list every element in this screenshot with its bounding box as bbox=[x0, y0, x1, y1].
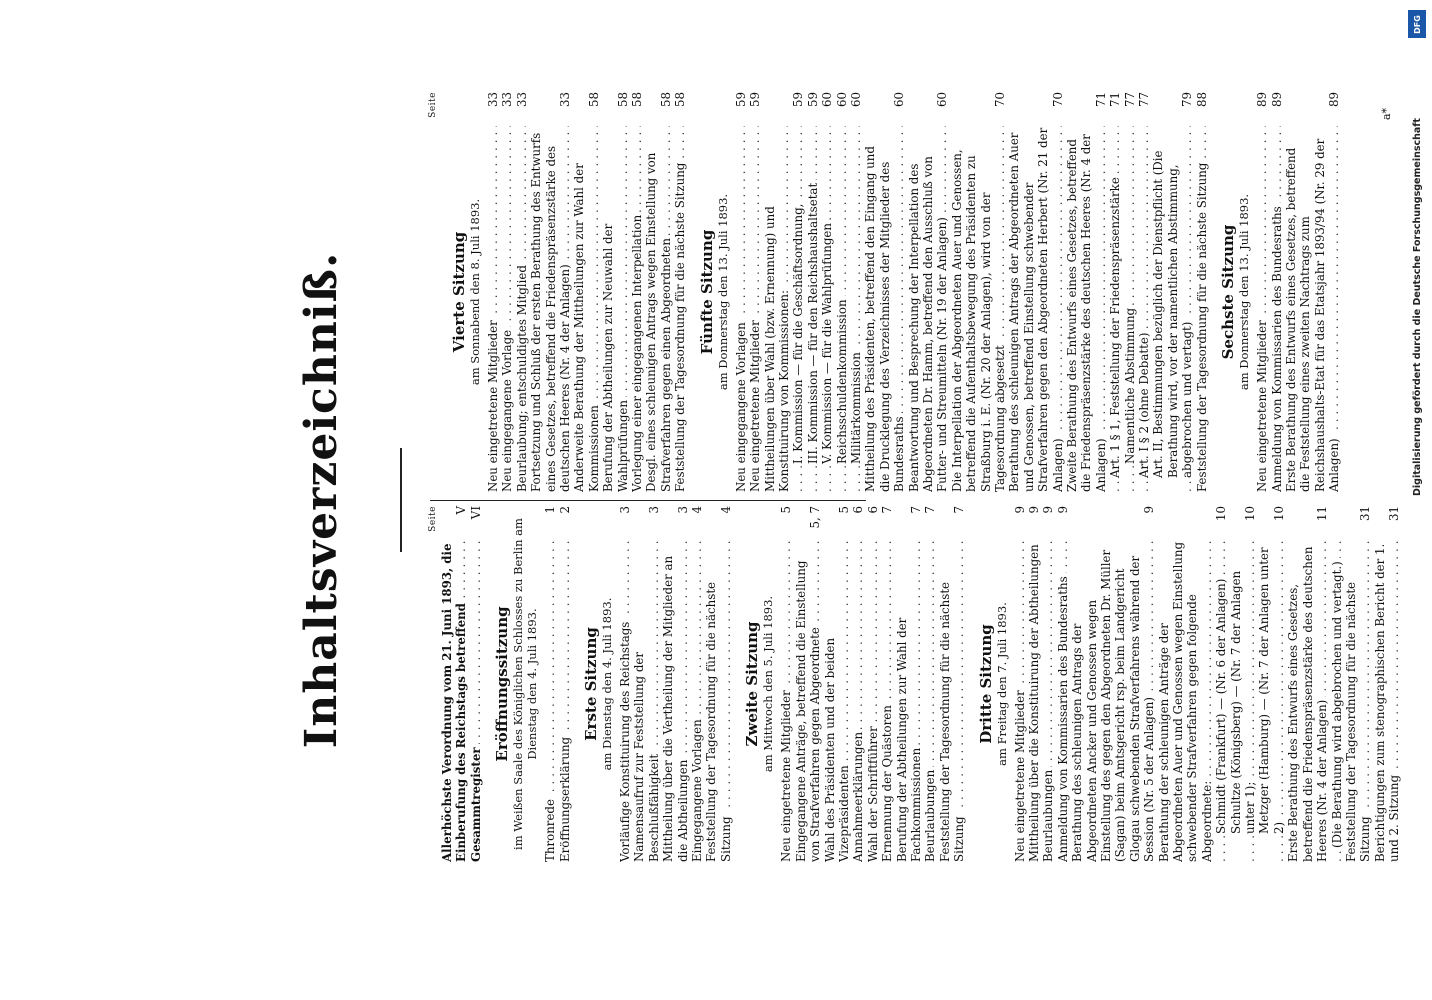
toc-page-number: 89 bbox=[1255, 92, 1270, 108]
toc-entry bbox=[1027, 506, 1041, 862]
toc-entry-text: Fortsetzung und Schluß der ersten Berathung des Entwurfs eines Gesetzes, betreffend die Friedenspräsenzstärke des deutschen Heeres (Nr. 4 der Anlagen) bbox=[529, 132, 573, 492]
toc-entry-text: Ernennung der Quästoren bbox=[880, 702, 894, 862]
dfg-logo bbox=[1408, 10, 1426, 38]
toc-entry-text: Berathung des schleunigen Antrags der Abgeordneten Ancker und Genossen wegen Einstellung des gegen den Abgeordneten Dr. Müller (Sagan) beim Amtsgericht rsp. beim Landgericht Glogau schwebenden Strafverfahrens während der Session (Nr. 5 der Anlagen) bbox=[1070, 549, 1157, 862]
toc-entry-text: Feststellung der Tagesordnung für die nächste Sitzung bbox=[673, 160, 687, 492]
toc-page-number: 10 bbox=[1214, 506, 1229, 522]
section-date: am Donnerstag den 13. Juli 1893. bbox=[715, 193, 730, 391]
toc-entry bbox=[1257, 506, 1286, 862]
toc-page-number: 60 bbox=[892, 92, 907, 108]
section-date: am Sonnabend den 8. Juli 1893. bbox=[468, 198, 482, 386]
toc-page-number: 58 bbox=[630, 92, 645, 108]
toc-entry bbox=[849, 92, 863, 492]
toc-entry-text: Beantwortung und Besprechung der Interpellation des Abgeordneten Dr. Hamm, betreffend den Ausschluß von Futter- und Streumitteln (Nr. 19 der Anlagen) bbox=[906, 156, 950, 492]
toc-entry-text: Mittheilung über die Konstituirung der Abtheilungen bbox=[1027, 541, 1041, 862]
toc-entry bbox=[1284, 92, 1342, 492]
toc-entry bbox=[1229, 506, 1258, 862]
toc-page-number: 3 bbox=[618, 506, 633, 514]
toc-entry-text: Neu eingetretene Mitglieder bbox=[1013, 687, 1027, 862]
toc-page-number: 70 bbox=[993, 92, 1007, 108]
toc-page-number: 3 bbox=[646, 506, 661, 514]
dfg-badge-text: DFG bbox=[1412, 14, 1422, 34]
toc-entry-text: Militärkommission bbox=[849, 349, 863, 464]
toc-entry-text: Annahmeerklärungen bbox=[851, 729, 865, 862]
toc-entry bbox=[1255, 92, 1269, 492]
section-heading: Fünfte Sitzung bbox=[697, 229, 716, 355]
toc-page-number: 59 bbox=[748, 92, 763, 108]
toc-entry-text: Gesammtregister bbox=[469, 744, 483, 862]
toc-entry-text: Berathung der schleunigen Anträge der Abgeordneten Auer und Genossen wegen Einstellung schwebender Strafverfahren gegen folgende Abgeordnete: bbox=[1156, 541, 1214, 862]
toc-entry bbox=[880, 506, 894, 862]
toc-entry bbox=[820, 92, 834, 492]
section-heading: Dritte Sitzung bbox=[976, 624, 995, 744]
toc-page-number: 33 bbox=[486, 92, 500, 108]
toc-entry bbox=[1065, 92, 1108, 492]
toc-entry-text: Metzger (Hamburg) — (Nr. 7 der Anlagen unter 2) bbox=[1257, 547, 1286, 834]
toc-entry bbox=[618, 506, 632, 862]
toc-entry bbox=[630, 92, 644, 492]
toc-left-column bbox=[428, 506, 1402, 862]
toc-entry bbox=[907, 92, 950, 492]
toc-entry bbox=[486, 92, 500, 492]
toc-entry bbox=[950, 92, 1008, 492]
toc-entry-text: Feststellung der Tagesordnung für die nächste Sitzung bbox=[704, 581, 733, 862]
toc-entry-text: Desgl. eines schleunigen Antrags wegen Einstellung von Strafverfahren gegen einen Abgeordneten bbox=[644, 152, 673, 492]
toc-page-number: 70 bbox=[1050, 92, 1065, 108]
toc-page-number: 6 bbox=[851, 506, 866, 514]
toc-page-number: 9 bbox=[1142, 506, 1157, 514]
section-heading: Erste Sitzung bbox=[582, 627, 601, 741]
toc-entry-text: Eingegangene Anträge, betreffend die Einstellung von Strafverfahren gegen Abgeordnete bbox=[793, 560, 823, 862]
seite-label-left: Seite bbox=[428, 506, 438, 532]
toc-page-number: 5 bbox=[836, 506, 851, 514]
toc-entry-text: V. Kommission — für die Wahlprüfungen bbox=[820, 220, 834, 464]
section-heading: Zweite Sitzung bbox=[743, 621, 762, 747]
toc-entry-text: Wahl des Präsidenten und der beiden Vizepräsidenten bbox=[822, 637, 851, 862]
toc-page-number: 5, 7 bbox=[808, 506, 823, 529]
toc-entry bbox=[543, 506, 557, 862]
toc-page-number: 33 bbox=[514, 92, 529, 108]
toc-entry bbox=[1013, 506, 1027, 862]
toc-page-number: VI bbox=[468, 506, 483, 520]
toc-entry bbox=[1056, 506, 1070, 862]
toc-entry bbox=[558, 506, 572, 862]
toc-entry bbox=[823, 506, 852, 862]
toc-page-number: 77 bbox=[1122, 92, 1137, 108]
toc-page-number: 10 bbox=[1243, 506, 1258, 522]
toc-entry-text: Erste Berathung des Entwurfs eines Gesetzes, betreffend die Friedenspräsenzstärke des deutschen Heeres (Nr. 4 der Anlagen) bbox=[1286, 546, 1330, 862]
toc-page-number: 58 bbox=[658, 92, 673, 108]
toc-entry-text: Neu eingegangene Vorlage bbox=[500, 327, 514, 492]
toc-page-number: 60 bbox=[848, 92, 863, 108]
toc-entry-text: Mittheilung über die Vertheilung der Mitglieder an die Abtheilungen bbox=[661, 555, 690, 862]
toc-page-number: 7 bbox=[923, 506, 938, 514]
toc-entry-text: Eingegangene Vorlagen bbox=[690, 716, 704, 862]
toc-page-number: 60 bbox=[935, 92, 950, 108]
toc-entry bbox=[1151, 92, 1194, 492]
toc-entry-text: Berufung der Abtheilungen zur Wahl der Fachkommissionen bbox=[894, 617, 923, 862]
toc-entry-text: Art. II, Bestimmungen bezüglich der Dienstpflicht (Die Berathung wird, vor der namentlichen Abstimmung, abgebrochen und vertagt) bbox=[1151, 150, 1195, 478]
toc-entry-text: Vorläufige Konstituirung des Reichstags bbox=[618, 619, 632, 862]
toc-page-number: 60 bbox=[834, 92, 849, 108]
toc-entry-text: Thronrede bbox=[543, 796, 557, 862]
page-title: Inhaltsverzeichniß. bbox=[296, 251, 347, 749]
toc-page-number: 59 bbox=[791, 92, 806, 108]
toc-page-number: 33 bbox=[500, 92, 515, 108]
toc-page-number: 31 bbox=[1358, 506, 1373, 522]
toc-entry-text: Art. 1 § 1, Feststellung der Friedenspräsenzstärke bbox=[1108, 174, 1122, 478]
toc-entry bbox=[1108, 92, 1122, 492]
toc-page-number: 59 bbox=[733, 92, 748, 108]
toc-page-number: 58 bbox=[615, 92, 630, 108]
toc-entry-text: I. Kommission — für die Geschäftsordnung, bbox=[791, 201, 805, 464]
toc-entry bbox=[748, 92, 762, 492]
toc-page-number: 5 bbox=[779, 506, 794, 514]
toc-entry-text: Anderweite Berathung der Mittheilungen zur Wahl der Kommissionen bbox=[572, 163, 601, 492]
toc-entry-text: Reichsschuldenkommission bbox=[835, 296, 849, 464]
digitization-credit: Digitalisierung gefördert durch die Deutsche Forschungsgemeinschaft bbox=[1412, 118, 1423, 496]
toc-entry-text: Mittheilung des Präsidenten, betreffend den Eingang und die Drucklegung des Verzeichnisses der Mitglieder des Bundesraths bbox=[863, 146, 907, 492]
toc-entry-text: Feststellung der Tagesordnung für die nächste Sitzung bbox=[1195, 160, 1209, 492]
toc-entry bbox=[500, 92, 514, 492]
toc-entry-text: Berichtigungen zum stenographischen Bericht der 1. und 2. Sitzung bbox=[1372, 543, 1402, 862]
toc-entry-text: Neu eingetretene Mitglieder bbox=[748, 317, 762, 492]
toc-entry bbox=[1373, 506, 1402, 862]
toc-entry bbox=[632, 506, 661, 862]
toc-entry-text: Neu eingetretene Mitglieder bbox=[779, 687, 793, 862]
toc-entry bbox=[779, 506, 793, 862]
toc-entry bbox=[704, 506, 733, 862]
column-divider bbox=[430, 500, 866, 501]
toc-entry-text: Beurlaubungen bbox=[1041, 767, 1055, 862]
toc-entry-text: Allerhöchste Verordnung vom 21. Juni 1893, die Einberufung des Reichstags betreffend bbox=[440, 543, 469, 862]
toc-page-number: 1 bbox=[543, 506, 558, 514]
toc-entry-text: Berufung der Abtheilungen zur Neuwahl der Wahlprüfungen bbox=[601, 223, 630, 492]
toc-entry bbox=[440, 506, 469, 862]
toc-page-number: 31 bbox=[1387, 506, 1402, 522]
seite-label-right: Seite bbox=[428, 92, 438, 118]
toc-page-number: 3 bbox=[675, 506, 690, 514]
section-heading: Vierte Sitzung bbox=[450, 231, 468, 353]
toc-entry-text: Feststellung der Tagesordnung für die nächste Sitzung bbox=[1343, 581, 1373, 862]
toc-entry bbox=[515, 92, 529, 492]
toc-entry bbox=[1270, 92, 1284, 492]
toc-entry bbox=[1041, 506, 1055, 862]
section-date: am Dienstag den 4. Juli 1893. bbox=[600, 597, 615, 771]
toc-page-number: 77 bbox=[1137, 92, 1152, 108]
toc-page-number: 10 bbox=[1271, 506, 1286, 522]
toc-page-number: 33 bbox=[558, 92, 573, 108]
section-date: im Weißen Saale des Königlichen Schlosses zu Berlin am Dienstag den 4. Juli 1893. bbox=[511, 518, 540, 850]
toc-page-number: 71 bbox=[1093, 92, 1108, 108]
title-rule bbox=[400, 448, 402, 552]
toc-page-number: 9 bbox=[1055, 506, 1070, 514]
toc-entry-text: Wahl der Schriftführer bbox=[866, 723, 880, 862]
toc-page-number: 58 bbox=[673, 92, 688, 108]
toc-entry bbox=[1286, 506, 1329, 862]
toc-entry-text: Art. I § 2 (ohne Debatte) bbox=[1137, 330, 1151, 478]
toc-entry bbox=[1123, 92, 1137, 492]
toc-entry-text: Namensaufruf zur Feststellung der Beschlußfähigkeit bbox=[632, 651, 661, 862]
toc-entry bbox=[644, 92, 673, 492]
toc-entry bbox=[794, 506, 823, 862]
toc-entry bbox=[791, 92, 805, 492]
toc-entry bbox=[1214, 506, 1228, 862]
toc-entry bbox=[572, 92, 601, 492]
toc-page-number: 9 bbox=[1026, 506, 1041, 514]
toc-entry bbox=[938, 506, 967, 862]
toc-page-number: 7 bbox=[908, 506, 923, 514]
toc-page-number: 60 bbox=[820, 92, 835, 108]
toc-entry bbox=[1007, 92, 1065, 492]
toc-page-number: 6 bbox=[865, 506, 880, 514]
toc-entry bbox=[673, 92, 687, 492]
toc-page-number: 2 bbox=[557, 506, 572, 514]
toc-entry bbox=[835, 92, 849, 492]
toc-entry-text: Vorlegung einer eingegangenen Interpellation bbox=[630, 212, 644, 492]
toc-entry-text: Beurlaubungen bbox=[923, 767, 937, 862]
toc-entry-text: Namentliche Abstimmung bbox=[1123, 305, 1137, 464]
toc-entry-text: Erste Berathung des Entwurfs eines Gesetzes, betreffend die Feststellung eines zweiten Nachtrags zum Reichshaushalts-Etat für das Etatsjahr 1893/94 (Nr. 29 der Anlagen) bbox=[1283, 138, 1342, 492]
toc-page-number: 7 bbox=[952, 506, 967, 514]
section-date: am Donnerstag den 13. Juli 1893. bbox=[1237, 193, 1252, 391]
toc-entry-text: III. Kommission — für den Reichshaushaltsetat bbox=[806, 180, 820, 464]
toc-entry bbox=[763, 92, 792, 492]
toc-page-number: 4 bbox=[718, 506, 733, 514]
toc-entry bbox=[1195, 92, 1209, 492]
toc-entry bbox=[1137, 92, 1151, 492]
toc-entry bbox=[866, 506, 880, 862]
toc-entry bbox=[469, 506, 483, 862]
toc-page-number: 9 bbox=[1041, 506, 1056, 514]
toc-page-number: 89 bbox=[1327, 92, 1342, 108]
toc-page-number: 4 bbox=[690, 506, 705, 514]
toc-entry bbox=[1330, 506, 1344, 862]
toc-entry-text: Schmidt (Frankfurt) — (Nr. 6 der Anlagen) bbox=[1214, 576, 1228, 834]
toc-entry-text: Anmeldung von Kommissarien des Bundesraths bbox=[1270, 203, 1284, 492]
toc-entry bbox=[923, 506, 937, 862]
signature-mark: a* bbox=[1380, 107, 1393, 120]
toc-entry bbox=[851, 506, 865, 862]
toc-page-number: 79 bbox=[1180, 92, 1195, 108]
toc-entry-text: Zweite Berathung des Entwurfs eines Gesetzes, betreffend die Friedenspräsenzstärke des deutschen Heeres (Nr. 4 der Anlagen) bbox=[1065, 134, 1108, 492]
toc-entry bbox=[806, 92, 820, 492]
toc-entry bbox=[690, 506, 704, 862]
toc-entry bbox=[601, 92, 630, 492]
toc-entry bbox=[1070, 506, 1156, 862]
toc-right-column bbox=[428, 92, 1342, 492]
digitization-sidebar bbox=[1404, 4, 1430, 996]
toc-entry bbox=[529, 92, 572, 492]
toc-page-number: 9 bbox=[1012, 506, 1027, 514]
toc-entry-text: Neu eingegangene Vorlagen bbox=[734, 319, 748, 492]
section-date: am Mittwoch den 5. Juli 1893. bbox=[761, 595, 776, 773]
toc-entry-text: Eröffnungserklärung bbox=[558, 734, 572, 862]
toc-page-number: 7 bbox=[880, 506, 895, 514]
section-date: am Freitag den 7. Juli 1893. bbox=[994, 602, 1009, 766]
toc-entry bbox=[863, 92, 906, 492]
toc-entry-text: Berathung des schleunigen Antrags der Abgeordneten Auer und Genossen, betreffend Einstellung schwebender Strafverfahren gegen den Abgeordneten Herbert (Nr. 21 der Anlagen) bbox=[1007, 127, 1065, 492]
toc-entry-text: Schultze (Königsberg) — (Nr. 7 der Anlagen unter 1); bbox=[1228, 570, 1258, 834]
toc-entry-text: Neu eingetretene Mitglieder bbox=[1255, 317, 1269, 492]
toc-page-number: 88 bbox=[1194, 92, 1209, 108]
toc-entry-text: Anmeldung von Kommissarien des Bundesraths bbox=[1056, 573, 1070, 862]
toc-entry bbox=[1344, 506, 1373, 862]
toc-page-number: 58 bbox=[586, 92, 601, 108]
toc-entry-text: Neu eingetretene Mitglieder bbox=[486, 317, 500, 492]
toc-page-number: V bbox=[454, 506, 469, 515]
toc-entry bbox=[1157, 506, 1215, 862]
toc-entry-text: Mittheilungen über Wahl (bzw. Ernennung) und Konstituirung von Kommissionen: bbox=[762, 206, 791, 492]
toc-page-number: 89 bbox=[1269, 92, 1284, 108]
section-heading: Eröffnungssitzung bbox=[493, 606, 512, 762]
toc-entry-text: Die Interpellation der Abgeordneten Auer und Genossen, betreffend die Aufenthaltsbewegung des Präsidenten zu Straßburg i. E. (Nr. 20 der Anlagen), wird von der Tagesordnung abgesetzt bbox=[949, 149, 1007, 492]
toc-entry bbox=[734, 92, 748, 492]
section-heading: Sechste Sitzung bbox=[1219, 224, 1238, 360]
toc-entry bbox=[661, 506, 690, 862]
toc-entry-text: Feststellung der Tagesordnung für die nächste Sitzung bbox=[937, 581, 967, 862]
toc-page-number: 71 bbox=[1108, 92, 1123, 108]
toc-entry-text: (Die Berathung wird abgebrochen und vertagt.) bbox=[1330, 558, 1344, 848]
toc-page-number: 11 bbox=[1315, 506, 1330, 522]
toc-entry-text: Beurlaubung; entschuldigtes Mitglied bbox=[515, 262, 529, 492]
toc-entry bbox=[895, 506, 924, 862]
toc-page-number: 59 bbox=[805, 92, 820, 108]
